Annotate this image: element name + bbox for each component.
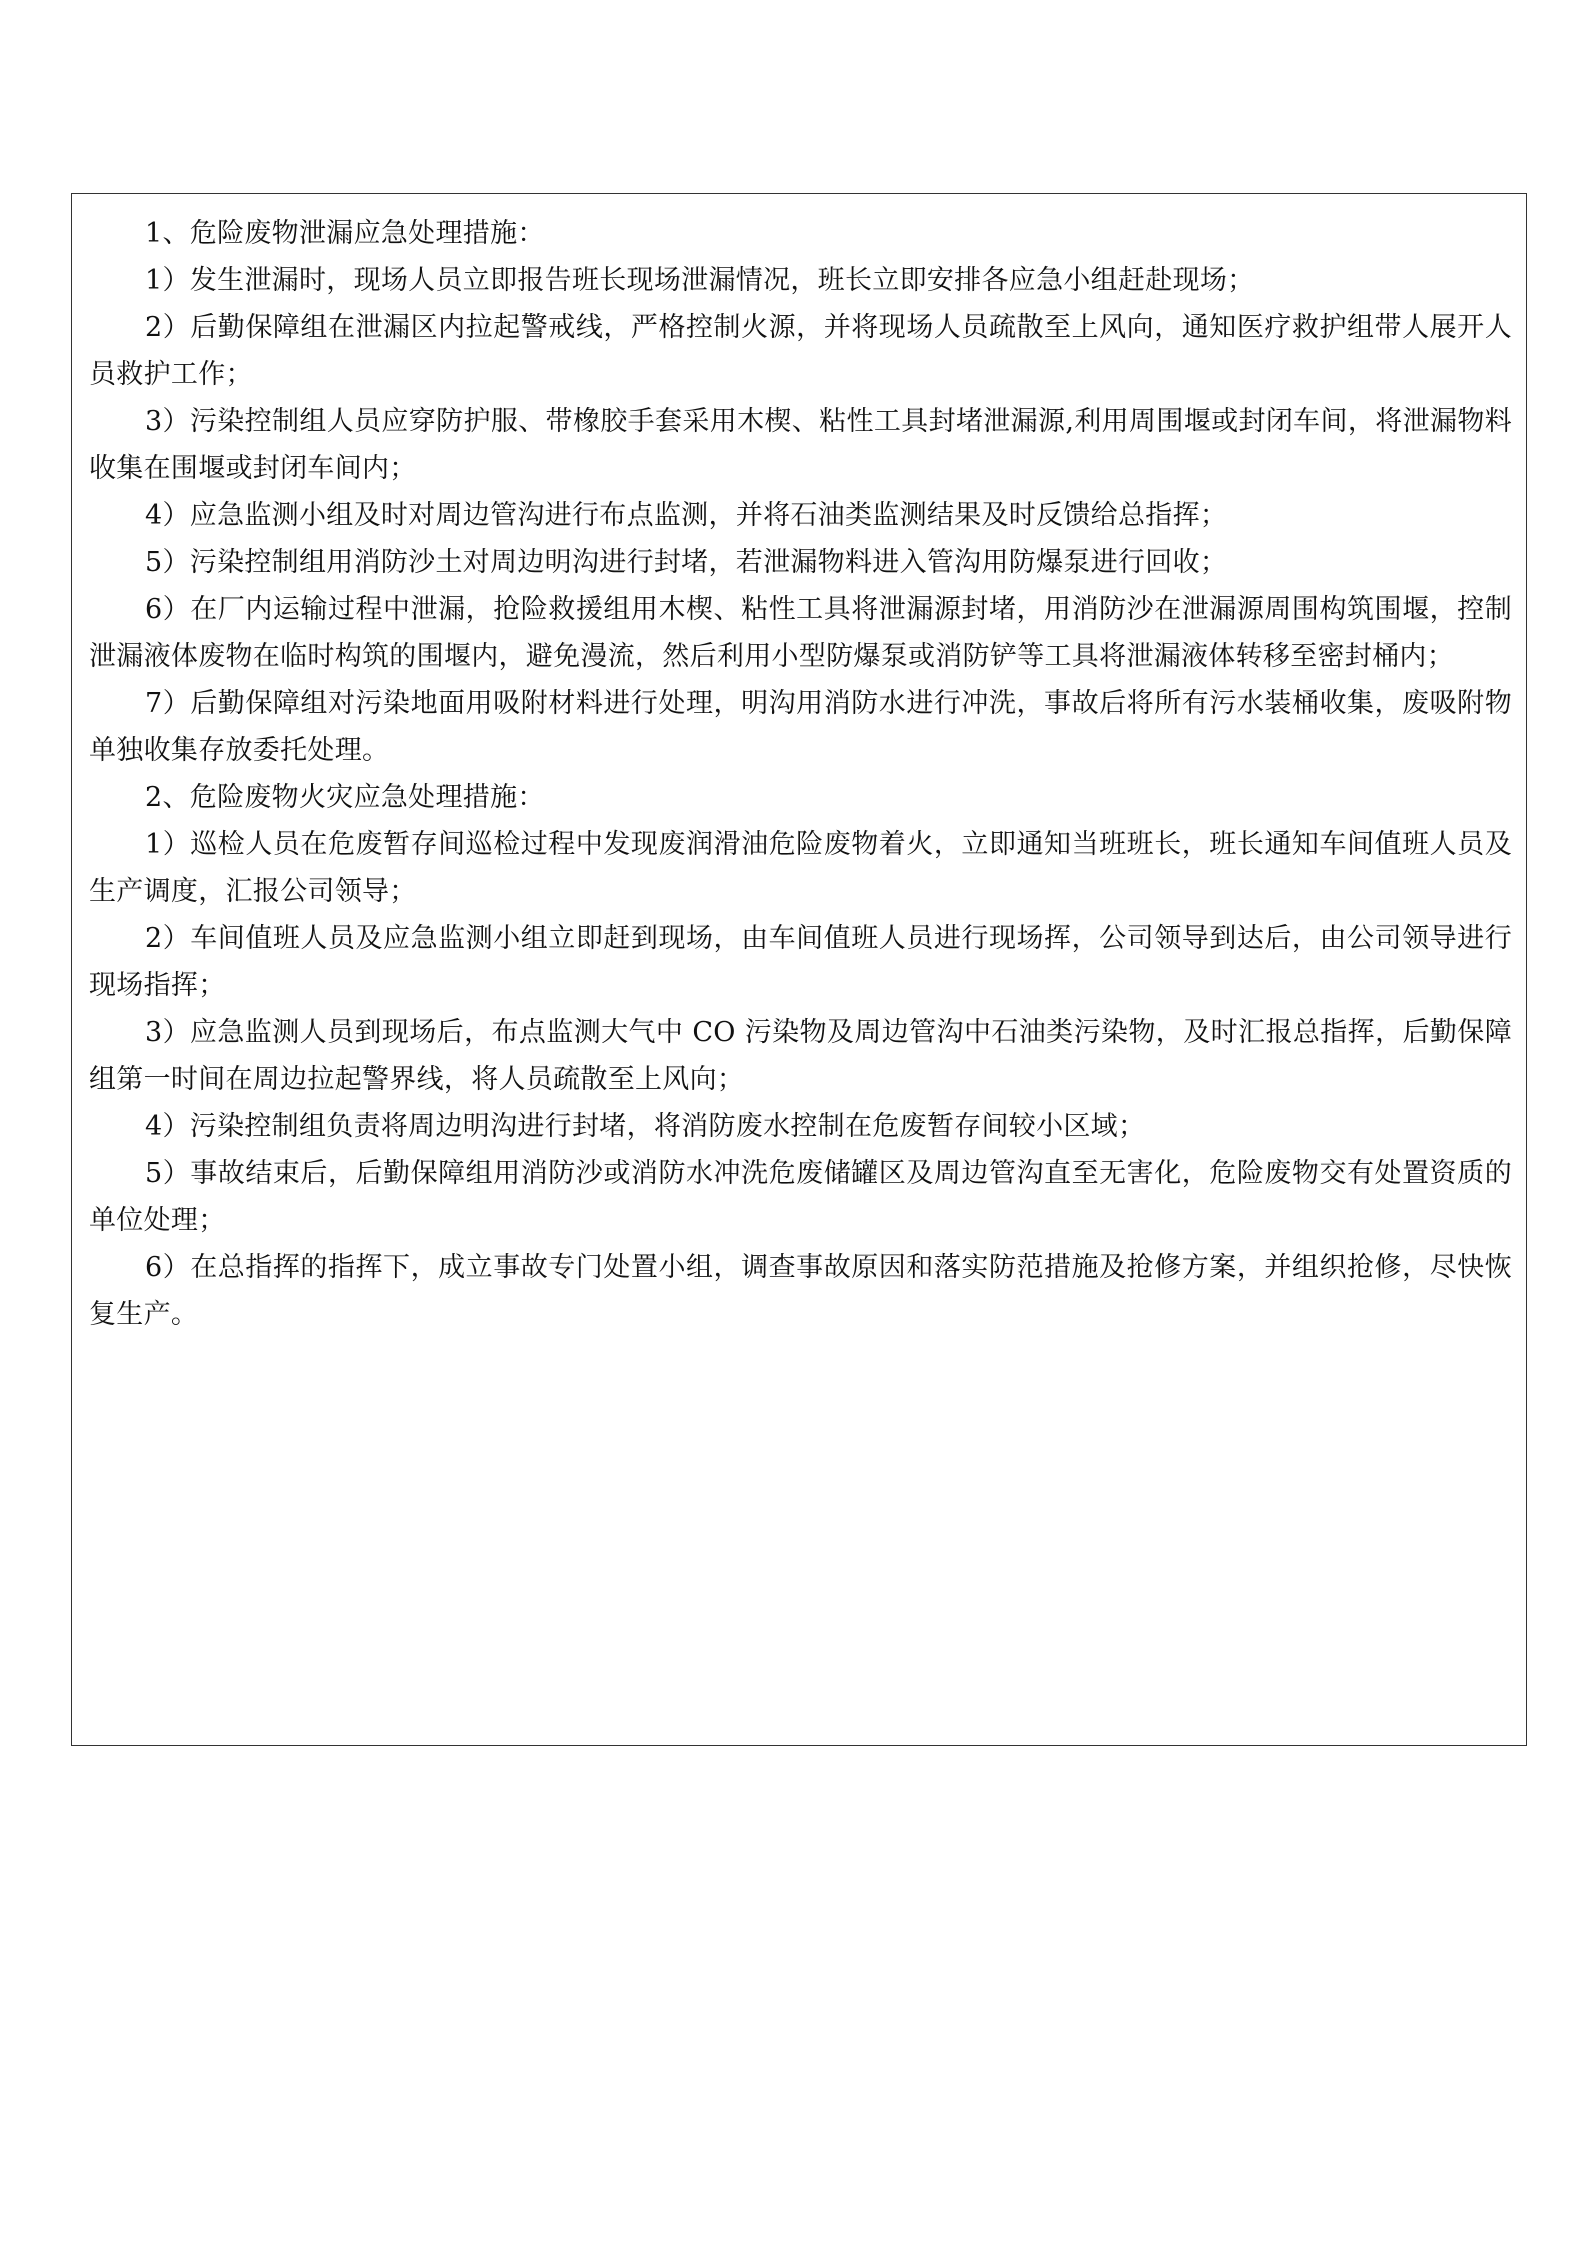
leak-measure-3: 3）污染控制组人员应穿防护服、带橡胶手套采用木楔、粘性工具封堵泄漏源,利用周围堰或封闭车间，将泄漏物料收集在围堰或封闭车间内； bbox=[89, 406, 1512, 484]
fire-measure-6: 6）在总指挥的指挥下，成立事故专门处置小组，调查事故原因和落实防范措施及抢修方案，并组织抢修，尽快恢复生产。 bbox=[89, 1252, 1512, 1330]
document-frame bbox=[71, 193, 1527, 1746]
leak-measure-1: 1）发生泄漏时，现场人员立即报告班长现场泄漏情况，班长立即安排各应急小组赶赴现场； bbox=[145, 265, 1255, 296]
fire-measure-3: 3）应急监测人员到现场后，布点监测大气中 CO 污染物及周边管沟中石油类污染物，及时汇报总指挥，后勤保障组第一时间在周边拉起警界线，将人员疏散至上风向； bbox=[89, 1017, 1513, 1095]
fire-measure-5: 5）事故结束后，后勤保障组用消防沙或消防水冲洗危废储罐区及周边管沟直至无害化，危险废物交有处置资质的单位处理； bbox=[89, 1158, 1512, 1236]
fire-measure-2: 2）车间值班人员及应急监测小组立即赶到现场，由车间值班人员进行现场挥，公司领导到达后，由公司领导进行现场指挥； bbox=[89, 923, 1512, 1001]
leak-measure-2: 2）后勤保障组在泄漏区内拉起警戒线，严格控制火源，并将现场人员疏散至上风向，通知医疗救护组带人展开人员救护工作； bbox=[89, 312, 1512, 390]
section-heading-leak: 1、危险废物泄漏应急处理措施： bbox=[145, 218, 545, 249]
leak-measure-5: 5）污染控制组用消防沙土对周边明沟进行封堵，若泄漏物料进入管沟用防爆泵进行回收； bbox=[145, 547, 1228, 578]
leak-measure-4: 4）应急监测小组及时对周边管沟进行布点监测，并将石油类监测结果及时反馈给总指挥； bbox=[145, 500, 1228, 531]
leak-measure-6: 6）在厂内运输过程中泄漏，抢险救援组用木楔、粘性工具将泄漏源封堵，用消防沙在泄漏源周围构筑围堰，控制泄漏液体废物在临时构筑的围堰内，避免漫流，然后利用小型防爆泵或消防铲等工具将泄漏液体转移至密封桶内； bbox=[89, 594, 1512, 672]
section-heading-fire: 2、危险废物火灾应急处理措施： bbox=[145, 782, 545, 813]
leak-measure-7: 7）后勤保障组对污染地面用吸附材料进行处理，明沟用消防水进行冲洗，事故后将所有污水装桶收集，废吸附物单独收集存放委托处理。 bbox=[89, 688, 1512, 766]
fire-measure-1: 1）巡检人员在危废暂存间巡检过程中发现废润滑油危险废物着火，立即通知当班班长，班长通知车间值班人员及生产调度，汇报公司领导； bbox=[89, 829, 1512, 907]
fire-measure-4: 4）污染控制组负责将周边明沟进行封堵，将消防废水控制在危废暂存间较小区域； bbox=[145, 1111, 1146, 1142]
document-body bbox=[89, 194, 1512, 1338]
